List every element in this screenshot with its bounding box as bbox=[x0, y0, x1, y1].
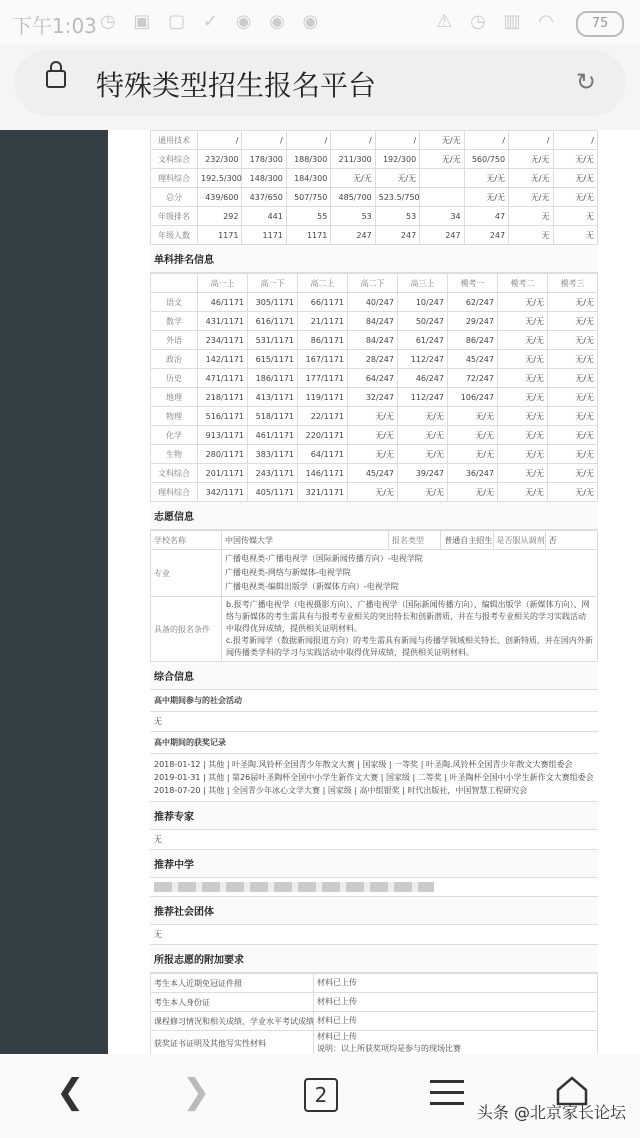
table-cell: 177/1171 bbox=[298, 369, 348, 388]
wish-table: 学校名称 中国传媒大学 报名类型 普通自主招生 是否服从调剂 否 专业 广播电视类-广播电视学（国际新闻传播方向）-电视学院 广播电视类-网络与新媒体-电视学院 广播电视类-编辑出版学（新媒体方向）-电视学院 具备的报名条件 b.报考广播电视学（电视摄影方向）、广播电视学（国际新闻传播方向）、编辑出版学（新媒体方向）、网络与新媒体的考生需具有与报考专业相关的突出特长和创新潜质，并在与报考专业相关的学习实践活动中取得优异成绩，提供相关证明材料。 c.报考新闻学（数据新闻报道方向）的考生需具有新闻与传播学领域相关特长、创新特质，并在国内外新闻传播类学科的学习与实践活动中取得优异成绩，提供相关证明材料。 bbox=[150, 530, 598, 662]
table-cell: 186/1171 bbox=[248, 369, 298, 388]
table-cell: 62/247 bbox=[448, 293, 498, 312]
table-cell: 64/1171 bbox=[298, 445, 348, 464]
table-row bbox=[151, 293, 598, 312]
table-cell: 516/1171 bbox=[198, 407, 248, 426]
table-cell: 247 bbox=[375, 226, 419, 245]
table-cell: 29/247 bbox=[448, 312, 498, 331]
table-row bbox=[151, 207, 598, 226]
table-cell: 188/300 bbox=[286, 150, 330, 169]
table-cell: 语文 bbox=[151, 293, 198, 312]
table-cell: 无/无 bbox=[498, 483, 548, 502]
table-header-row bbox=[151, 274, 598, 293]
table-cell: 无 bbox=[553, 207, 598, 226]
activity-title: 高中期间参与的社会活动 bbox=[150, 690, 598, 712]
table-row bbox=[151, 331, 598, 350]
table-row bbox=[151, 993, 598, 1012]
table-cell: 1171 bbox=[242, 226, 286, 245]
table-cell: 无/无 bbox=[553, 188, 598, 207]
battery-icon: 75 bbox=[576, 11, 624, 37]
table-cell: 无/无 bbox=[498, 426, 548, 445]
table-cell: 34 bbox=[420, 207, 464, 226]
table-cell: 148/300 bbox=[242, 169, 286, 188]
rank-table bbox=[150, 273, 598, 502]
table-cell: 234/1171 bbox=[198, 331, 248, 350]
table-row bbox=[151, 1031, 598, 1056]
table-cell: 247 bbox=[464, 226, 508, 245]
table-cell: 数学 bbox=[151, 312, 198, 331]
table-cell: 178/300 bbox=[242, 150, 286, 169]
table-cell: 560/750 bbox=[464, 150, 508, 169]
table-cell: 383/1171 bbox=[248, 445, 298, 464]
table-cell: 413/1171 bbox=[248, 388, 298, 407]
table-cell: 437/650 bbox=[242, 188, 286, 207]
table-cell: 305/1171 bbox=[248, 293, 298, 312]
table-cell: 46/247 bbox=[398, 369, 448, 388]
table-cell: 439/600 bbox=[198, 188, 242, 207]
table-cell: 理科综合 bbox=[151, 483, 198, 502]
table-cell: 28/247 bbox=[348, 350, 398, 369]
table-cell: 无/无 bbox=[498, 350, 548, 369]
table-cell: 文科综合 bbox=[151, 150, 198, 169]
table-cell: 471/1171 bbox=[198, 369, 248, 388]
blurred-text bbox=[154, 882, 434, 892]
table-cell: 218/1171 bbox=[198, 388, 248, 407]
browser-toolbar bbox=[0, 1054, 640, 1138]
table-cell: 材料已上传 bbox=[314, 993, 598, 1012]
table-cell: 441 bbox=[242, 207, 286, 226]
table-cell: 167/1171 bbox=[298, 350, 348, 369]
table-cell: 获奖证书证明及其他写实性材料 bbox=[151, 1031, 314, 1056]
table-row bbox=[151, 1012, 598, 1031]
table-cell: 无/无 bbox=[548, 312, 598, 331]
table-cell: 243/1171 bbox=[248, 464, 298, 483]
condition-list: b.报考广播电视学（电视摄影方向）、广播电视学（国际新闻传播方向）、编辑出版学（新媒体方向）、网络与新媒体的考生需具有与报考专业相关的突出特长和创新潜质，并在与报考专业相关的学习实践活动中取得优异成绩，提供相关证明材料。 c.报考新闻学（数据新闻报道方向）的考生需具有新闻与传播学领域相关特长、创新特质，并在国内外新闻传播类学科的学习与实践活动中取得优异成绩，提供相关证明材料。 bbox=[222, 597, 598, 662]
school-value-blurred bbox=[150, 878, 598, 897]
table-cell: 文科综合 bbox=[151, 464, 198, 483]
table-cell: 523.5/750 bbox=[375, 188, 419, 207]
table-cell: / bbox=[331, 131, 375, 150]
table-cell: 考生本人近期免冠证件照 bbox=[151, 974, 314, 993]
table-cell: / bbox=[553, 131, 598, 150]
group-value: 无 bbox=[150, 925, 598, 945]
table-cell: 232/300 bbox=[198, 150, 242, 169]
table-cell: 无/无 bbox=[420, 131, 464, 150]
table-cell: 无/无 bbox=[548, 388, 598, 407]
table-cell: 106/247 bbox=[448, 388, 498, 407]
table-cell: / bbox=[198, 131, 242, 150]
table-cell: 无/无 bbox=[509, 150, 553, 169]
table-cell: 32/247 bbox=[348, 388, 398, 407]
table-cell: 无/无 bbox=[448, 483, 498, 502]
application-page bbox=[150, 130, 598, 1084]
table-cell: 405/1171 bbox=[248, 483, 298, 502]
table-row bbox=[151, 974, 598, 993]
table-cell: 无/无 bbox=[375, 169, 419, 188]
lock-icon bbox=[46, 70, 66, 88]
table-cell: 321/1171 bbox=[298, 483, 348, 502]
table-cell: 247 bbox=[420, 226, 464, 245]
table-cell: 112/247 bbox=[398, 350, 448, 369]
table-cell: 无/无 bbox=[548, 293, 598, 312]
table-row bbox=[151, 188, 598, 207]
table-cell: 72/247 bbox=[448, 369, 498, 388]
table-row bbox=[151, 369, 598, 388]
table-cell: 无/无 bbox=[398, 426, 448, 445]
table-row bbox=[151, 131, 598, 150]
table-cell: 461/1171 bbox=[248, 426, 298, 445]
table-cell: 55 bbox=[286, 207, 330, 226]
table-cell: 518/1171 bbox=[248, 407, 298, 426]
table-cell: 84/247 bbox=[348, 331, 398, 350]
back-icon[interactable]: ❮ bbox=[56, 1072, 85, 1112]
table-cell: 无/无 bbox=[548, 331, 598, 350]
table-cell: 无/无 bbox=[498, 293, 548, 312]
status-bar bbox=[0, 0, 640, 44]
table-cell: 无/无 bbox=[448, 426, 498, 445]
score-table bbox=[150, 130, 598, 245]
table-cell: 142/1171 bbox=[198, 350, 248, 369]
forward-icon[interactable]: ❯ bbox=[182, 1072, 211, 1112]
table-row bbox=[151, 445, 598, 464]
table-cell: / bbox=[242, 131, 286, 150]
table-cell: 地理 bbox=[151, 388, 198, 407]
table-cell: 无/无 bbox=[548, 483, 598, 502]
table-cell: 201/1171 bbox=[198, 464, 248, 483]
table-cell: 无/无 bbox=[398, 483, 448, 502]
table-cell: 高一上 bbox=[198, 274, 248, 293]
table-cell: 39/247 bbox=[398, 464, 448, 483]
table-cell: 184/300 bbox=[286, 169, 330, 188]
table-cell: 无/无 bbox=[509, 169, 553, 188]
table-cell: 无/无 bbox=[548, 445, 598, 464]
table-cell: 无/无 bbox=[498, 388, 548, 407]
table-cell: 615/1171 bbox=[248, 350, 298, 369]
table-cell: 192.5/300 bbox=[198, 169, 242, 188]
table-cell: 84/247 bbox=[348, 312, 398, 331]
table-cell: 22/1171 bbox=[298, 407, 348, 426]
table-cell: 46/1171 bbox=[198, 293, 248, 312]
table-cell: 模考一 bbox=[448, 274, 498, 293]
table-cell: 无/无 bbox=[498, 445, 548, 464]
table-cell: 无/无 bbox=[348, 407, 398, 426]
table-cell: 无/无 bbox=[398, 407, 448, 426]
table-cell: 220/1171 bbox=[298, 426, 348, 445]
table-cell: / bbox=[375, 131, 419, 150]
table-cell: 通用技术 bbox=[151, 131, 198, 150]
table-cell: 485/700 bbox=[331, 188, 375, 207]
table-cell: 280/1171 bbox=[198, 445, 248, 464]
table-row bbox=[151, 388, 598, 407]
table-cell: 模考三 bbox=[548, 274, 598, 293]
table-cell: 36/247 bbox=[448, 464, 498, 483]
page-title: 特殊类型招生报名平台 bbox=[96, 69, 377, 102]
table-cell: 无/无 bbox=[331, 169, 375, 188]
table-cell: 192/300 bbox=[375, 150, 419, 169]
table-cell: 10/247 bbox=[398, 293, 448, 312]
group-section-title: 推荐社会团体 bbox=[150, 897, 598, 925]
table-cell: 无/无 bbox=[548, 407, 598, 426]
expert-section-title: 推荐专家 bbox=[150, 802, 598, 830]
table-cell: 高三上 bbox=[398, 274, 448, 293]
table-cell: 86/1171 bbox=[298, 331, 348, 350]
table-cell: 无 bbox=[553, 226, 598, 245]
web-content[interactable] bbox=[0, 130, 640, 1054]
table-cell: 无/无 bbox=[448, 407, 498, 426]
table-cell: 无/无 bbox=[548, 426, 598, 445]
reload-icon[interactable]: ↻ bbox=[575, 68, 596, 96]
table-row bbox=[151, 350, 598, 369]
extra-table bbox=[150, 973, 598, 1056]
wish-section-title: 志愿信息 bbox=[150, 502, 598, 530]
table-cell: / bbox=[286, 131, 330, 150]
table-cell: 考生本人身份证 bbox=[151, 993, 314, 1012]
table-cell: 211/300 bbox=[331, 150, 375, 169]
menu-icon[interactable] bbox=[430, 1080, 464, 1113]
school-section-title: 推荐中学 bbox=[150, 850, 598, 878]
major-list: 广播电视类-广播电视学（国际新闻传播方向）-电视学院 广播电视类-网络与新媒体-电视学院 广播电视类-编辑出版学（新媒体方向）-电视学院 bbox=[222, 550, 598, 597]
table-cell: 1171 bbox=[286, 226, 330, 245]
table-cell: 112/247 bbox=[398, 388, 448, 407]
table-cell: 21/1171 bbox=[298, 312, 348, 331]
table-cell: 913/1171 bbox=[198, 426, 248, 445]
table-cell: 1171 bbox=[198, 226, 242, 245]
table-cell: 53 bbox=[331, 207, 375, 226]
table-cell: / bbox=[509, 131, 553, 150]
table-cell: 无/无 bbox=[498, 312, 548, 331]
table-cell: 无/无 bbox=[420, 150, 464, 169]
table-cell bbox=[420, 188, 464, 207]
table-cell: 45/247 bbox=[348, 464, 398, 483]
table-cell: / bbox=[464, 131, 508, 150]
extra-section-title: 所报志愿的附加要求 bbox=[150, 945, 598, 973]
table-cell: 119/1171 bbox=[298, 388, 348, 407]
table-cell: 课程修习情况和相关成绩、学业水平考试成绩 bbox=[151, 1012, 314, 1031]
expert-value: 无 bbox=[150, 830, 598, 850]
status-time: 下午1:03 bbox=[12, 14, 97, 38]
table-row bbox=[151, 226, 598, 245]
table-cell: 生物 bbox=[151, 445, 198, 464]
table-cell: 材料已上传 bbox=[314, 1012, 598, 1031]
table-cell: 45/247 bbox=[448, 350, 498, 369]
table-cell: 化学 bbox=[151, 426, 198, 445]
table-cell: 507/750 bbox=[286, 188, 330, 207]
table-cell bbox=[151, 274, 198, 293]
tabs-button[interactable]: 2 bbox=[304, 1078, 338, 1112]
rank-section-title: 单科排名信息 bbox=[150, 245, 598, 273]
table-cell: 40/247 bbox=[348, 293, 398, 312]
award-list: 2018-01-12 | 其他 | 叶圣陶.风铃杯全国青少年散文大赛 | 国家级 | 一等奖 | 叶圣陶.风铃杯全国青少年散文大赛组委会 2019-01-31 | 其他 | 第26届叶圣陶杯全国中小学生新作文大赛 | 国家级 | 二等奖 | 叶圣陶杯全国中小学生新作文大赛组委会 2018-07-20 | 其他 | 全国青少年冰心文学大赛 | 国家级 | 高中组银奖 | 时代出版社，中国智慧工程研究会 bbox=[150, 754, 598, 802]
table-cell: 材料已上传 说明：以上所获奖项均是参与的现场比赛 bbox=[314, 1031, 598, 1056]
watermark-text: 头条 @北京家长论坛 bbox=[476, 1103, 626, 1122]
table-cell: 无/无 bbox=[464, 169, 508, 188]
table-cell: 342/1171 bbox=[198, 483, 248, 502]
table-cell: 无/无 bbox=[498, 331, 548, 350]
comprehensive-section-title: 综合信息 bbox=[150, 662, 598, 690]
table-cell: 无/无 bbox=[553, 169, 598, 188]
table-cell: 无/无 bbox=[548, 464, 598, 483]
table-cell: 历史 bbox=[151, 369, 198, 388]
table-cell: 无/无 bbox=[348, 426, 398, 445]
table-cell: 50/247 bbox=[398, 312, 448, 331]
table-cell: 总分 bbox=[151, 188, 198, 207]
table-row bbox=[151, 407, 598, 426]
table-cell: 无/无 bbox=[553, 150, 598, 169]
table-cell: 年级排名 bbox=[151, 207, 198, 226]
table-cell: 模考二 bbox=[498, 274, 548, 293]
table-cell: 64/247 bbox=[348, 369, 398, 388]
table-cell: 材料已上传 bbox=[314, 974, 598, 993]
table-cell: 无/无 bbox=[548, 350, 598, 369]
table-cell: 无/无 bbox=[498, 407, 548, 426]
table-cell: 物理 bbox=[151, 407, 198, 426]
table-cell: 高一下 bbox=[248, 274, 298, 293]
table-cell bbox=[420, 169, 464, 188]
table-cell: 247 bbox=[331, 226, 375, 245]
table-cell: 无/无 bbox=[398, 445, 448, 464]
table-row bbox=[151, 312, 598, 331]
table-cell: 531/1171 bbox=[248, 331, 298, 350]
table-cell: 无 bbox=[509, 207, 553, 226]
table-cell: 616/1171 bbox=[248, 312, 298, 331]
table-cell: 无/无 bbox=[464, 188, 508, 207]
table-cell: 无 bbox=[509, 226, 553, 245]
table-cell: 无/无 bbox=[548, 369, 598, 388]
table-cell: 年级人数 bbox=[151, 226, 198, 245]
table-cell: 外语 bbox=[151, 331, 198, 350]
table-cell: 无/无 bbox=[498, 369, 548, 388]
address-bar[interactable] bbox=[14, 50, 626, 116]
table-cell: 无/无 bbox=[348, 445, 398, 464]
table-cell: 无/无 bbox=[348, 483, 398, 502]
table-row bbox=[151, 426, 598, 445]
table-cell: 理科综合 bbox=[151, 169, 198, 188]
table-cell: 无/无 bbox=[509, 188, 553, 207]
activity-value: 无 bbox=[150, 712, 598, 732]
notification-icons: ◷ ▣ ▢ ✓ ◉ ◉ ◉ bbox=[100, 11, 325, 32]
signal-icons: ⚠ ◷ ▥ ◠ bbox=[436, 11, 560, 32]
table-row bbox=[151, 150, 598, 169]
table-cell: 292 bbox=[198, 207, 242, 226]
table-cell: 无/无 bbox=[498, 464, 548, 483]
table-cell: 53 bbox=[375, 207, 419, 226]
table-cell: 66/1171 bbox=[298, 293, 348, 312]
award-title: 高中期间的获奖记录 bbox=[150, 732, 598, 754]
table-row bbox=[151, 483, 598, 502]
left-sidebar bbox=[0, 130, 108, 1054]
table-cell: 146/1171 bbox=[298, 464, 348, 483]
table-cell: 高二下 bbox=[348, 274, 398, 293]
table-cell: 431/1171 bbox=[198, 312, 248, 331]
table-cell: 61/247 bbox=[398, 331, 448, 350]
table-cell: 86/247 bbox=[448, 331, 498, 350]
table-cell: 高二上 bbox=[298, 274, 348, 293]
table-row bbox=[151, 169, 598, 188]
table-row bbox=[151, 464, 598, 483]
table-cell: 47 bbox=[464, 207, 508, 226]
table-cell: 政治 bbox=[151, 350, 198, 369]
table-cell: 无/无 bbox=[448, 445, 498, 464]
